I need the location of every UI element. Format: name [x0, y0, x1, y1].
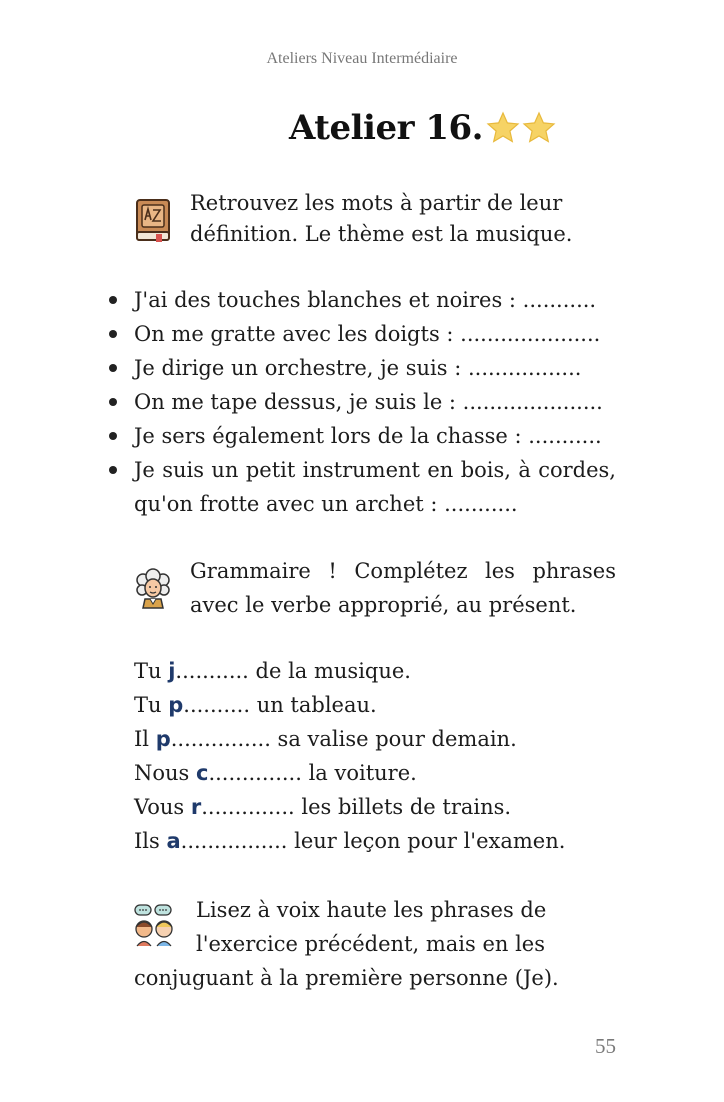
definitions-list [134, 283, 616, 521]
list-item: Je sers également lors de la chasse : ........... [134, 419, 616, 453]
difficulty-stars [485, 110, 557, 146]
verb-letter: c [196, 761, 209, 785]
sentence-subject: Nous [134, 761, 196, 785]
page-header: Ateliers Niveau Intermédiaire [266, 50, 458, 67]
sentence [134, 824, 624, 858]
sentence-rest: ........... de la musique. [175, 659, 411, 683]
sentence-rest: .......... un tableau. [183, 693, 377, 717]
list-item: Je dirige un orchestre, je suis : ................. [134, 351, 616, 385]
verb-letter: p [168, 693, 184, 717]
exercise3-instruction-rest: l'exercice précédent, mais en les conjuguant à la première personne (Je). [134, 932, 559, 990]
exercise3-instruction [134, 893, 604, 995]
verb-letter: a [166, 829, 181, 853]
star-icon [485, 110, 521, 146]
sentence [134, 756, 624, 790]
sentence-rest: ................ leur leçon pour l'examen. [180, 829, 566, 853]
sentence-subject: Vous [134, 795, 191, 819]
star-icon [521, 110, 557, 146]
sentence-subject: Il [134, 727, 156, 751]
verb-letter: p [155, 727, 171, 751]
sentence-subject: Tu [134, 693, 169, 717]
page-number: 55 [595, 1034, 616, 1058]
exercise2-instruction: Grammaire ! Complétez les phrases avec le verbe approprié, au présent. [190, 559, 616, 617]
sentence [134, 688, 624, 722]
grammar-sentences [134, 654, 624, 858]
verb-letter: r [190, 795, 202, 819]
list-item: On me gratte avec les doigts : ..................... [134, 317, 616, 351]
verb-letter: j [168, 659, 176, 683]
exercise1-instruction: Retrouvez les mots à partir de leur définition. Le thème est la musique. [190, 191, 573, 246]
sentence [134, 654, 624, 688]
sentence [134, 722, 624, 756]
exercise3-instruction-rest-block [134, 927, 604, 995]
title-text: Atelier 16. [289, 108, 483, 148]
composer-icon [135, 568, 171, 610]
list-item: On me tape dessus, je suis le : ..................... [134, 385, 616, 419]
dictionary-icon [134, 198, 172, 242]
sentence-subject: Tu [134, 659, 169, 683]
sentence-subject: Ils [134, 829, 167, 853]
sentence-rest: .............. les billets de trains. [201, 795, 512, 819]
sentence-rest: .............. la voiture. [208, 761, 417, 785]
exercise3-instruction-start: Lisez à voix haute les phrases de [196, 898, 547, 922]
sentence-rest: ............... sa valise pour demain. [170, 727, 517, 751]
page-title [289, 108, 557, 148]
list-item: Je suis un petit instrument en bois, à cordes, qu'on frotte avec un archet : ........... [134, 453, 616, 521]
sentence [134, 790, 624, 824]
list-item: J'ai des touches blanches et noires : ........... [134, 283, 616, 317]
